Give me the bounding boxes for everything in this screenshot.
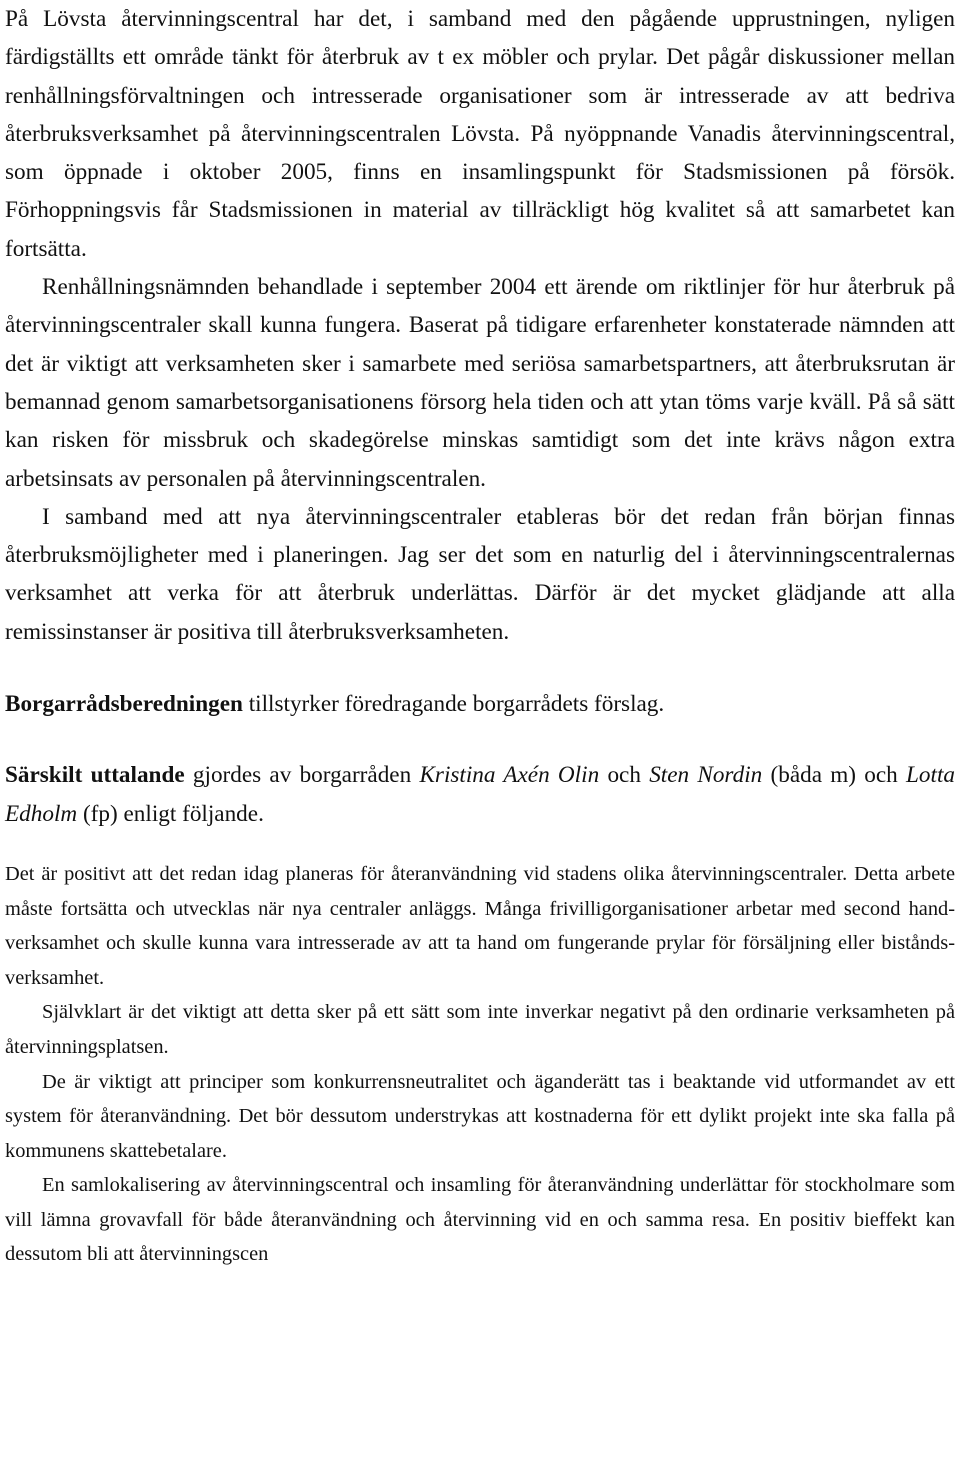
resolution-bold: Borgarrådsberedningen — [5, 691, 243, 718]
statement-paragraph-4: En samlokalisering av återvinningscentral och insamling för återanvändning underlättar för stockholmare som vill lämna grovavfall för både återanvändning och återvinning vid en och samma resa. En positiv bieffekt kan dessutom bli att återvinningscen — [5, 1174, 955, 1266]
statement-paragraph-3: De är viktigt att principer som konkurrensneutralitet och äganderätt tas i beaktande vid utformandet av ett system för återanvändning. Det bör dessutom understrykas att kostnaderna för ett dylikt projekt inte ska falla på kommunens skattebetalare. — [5, 1070, 955, 1162]
paragraph-1: På Lövsta återvinningscentral har det, i samband med den pågående upprustningen, nyligen färdigställts ett område tänkt för återbruk av t ex möbler och prylar. Det pågår diskussioner mellan renhållningsförvaltningen och intresserade organisationer som är intresserade av att bedriva återbruksverksamhet på återvinningscentralen Lövsta. På nyöppnande Vanadis återvinningscentral, som öppnade i oktober 2005, finns en insamlingspunkt för Stadsmissionen på försök. Förhoppningsvis får Stadsmissionen in material av tillräckligt hög kvalitet så att samarbetet kan fortsätta. — [5, 6, 955, 262]
statement-text: gjordes av borgarråden — [184, 762, 420, 789]
statement-line — [5, 756, 955, 833]
statement-text: och — [599, 762, 650, 789]
resolution-line — [5, 685, 955, 723]
statement-text: (fp) enligt följande. — [77, 800, 264, 827]
statement-bold: Särskilt uttalande — [5, 762, 185, 789]
resolution-rest: tillstyrker föredragande borgarrådets förslag. — [242, 691, 665, 718]
statement-paragraph-1: Det är positivt att det redan idag planeras för återanvändning vid stadens olika återvinningscentraler. Detta arbete måste fortsätta och utvecklas när nya centraler anläggs. Många frivilligorganisationer arbetar med second hand-verksamhet och skulle kunna vara intresserade av att ta hand om fungerande prylar för försäljning eller biståndsverksamhet. — [5, 862, 955, 989]
statement-text: (båda m) och — [762, 762, 907, 789]
statement-body — [5, 857, 955, 1272]
main-text — [5, 0, 955, 833]
paragraph-3: I samband med att nya återvinningscentraler etableras bör det redan från början finnas återbruksmöjligheter med i planeringen. Jag ser det som en naturlig del i återvinningscentralernas verksamhet att verka för att återbruk underlättas. Därför är det mycket glädjande att alla remissinstanser är positiva till återbruksverksamheten. — [5, 503, 955, 645]
spacer — [5, 723, 955, 756]
statement-name-1: Kristina Axén Olin — [419, 762, 600, 789]
spacer — [5, 833, 955, 857]
spacer — [5, 651, 955, 685]
document-page — [5, 0, 955, 1272]
statement-name-3: Lotta Edholm — [5, 762, 955, 827]
statement-name-2: Sten Nordin — [649, 762, 763, 789]
statement-paragraph-2: Självklart är det viktigt att detta sker på ett sätt som inte inverkar negativt på den ordinarie verksamheten på återvinningsplatsen. — [5, 1001, 955, 1058]
paragraph-2: Renhållningsnämnden behandlade i september 2004 ett ärende om riktlinjer för hur återbruk på återvinningscentraler skall kunna fungera. Baserat på tidigare erfarenheter konstaterade nämnden att det är viktigt att verksamheten sker i samarbete med seriösa samarbetspartners, att återbruksrutan är bemannad genom samarbetsorganisationens försorg hela tiden och att ytan töms varje kväll. På så sätt kan risken för missbruk och skadegörelse minskas samtidigt som det inte krävs någon extra arbetsinsats av personalen på återvinningscentralen. — [5, 274, 955, 492]
